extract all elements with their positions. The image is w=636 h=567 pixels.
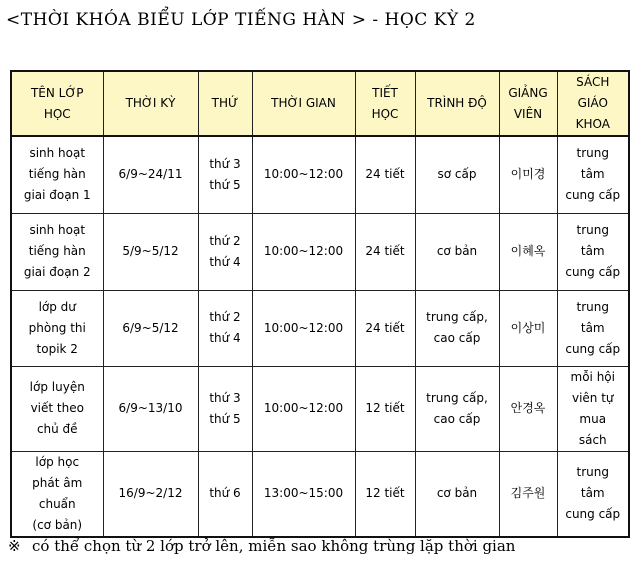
cell-class-name: lớp học phát âm chuẩn (cơ bản) — [11, 451, 103, 537]
header-level: TRÌNH ĐỘ — [415, 71, 499, 136]
cell-time: 13:00~15:00 — [252, 451, 355, 537]
cell-period: 6/9~5/12 — [103, 290, 198, 366]
cell-level: cơ bản — [415, 451, 499, 537]
cell-textbook: trung tâm cung cấp — [557, 451, 629, 537]
cell-weekday: thứ 6 — [198, 451, 252, 537]
cell-weekday: thứ 3 thứ 5 — [198, 366, 252, 451]
cell-time: 10:00~12:00 — [252, 290, 355, 366]
cell-teacher: 이미경 — [499, 136, 557, 213]
cell-weekday: thứ 2 thứ 4 — [198, 213, 252, 290]
footnote-text: có thể chọn từ 2 lớp trở lên, miễn sao không trùng lặp thời gian — [32, 537, 516, 555]
cell-lessons: 12 tiết — [355, 366, 415, 451]
cell-class-name: lớp luyện viết theo chủ đề — [11, 366, 103, 451]
cell-period: 6/9~24/11 — [103, 136, 198, 213]
header-weekday: THỨ — [198, 71, 252, 136]
cell-time: 10:00~12:00 — [252, 213, 355, 290]
table-row — [11, 213, 629, 290]
page-title: <THỜI KHÓA BIỂU LỚP TIẾNG HÀN > - HỌC KỲ 2 — [6, 10, 476, 30]
cell-period: 5/9~5/12 — [103, 213, 198, 290]
cell-teacher: 이상미 — [499, 290, 557, 366]
cell-class-name: lớp dư phòng thi topik 2 — [11, 290, 103, 366]
table-row — [11, 290, 629, 366]
cell-textbook: trung tâm cung cấp — [557, 290, 629, 366]
schedule-table — [10, 70, 630, 538]
cell-level: sơ cấp — [415, 136, 499, 213]
reference-mark-icon: ※ — [8, 537, 21, 555]
cell-period: 6/9~13/10 — [103, 366, 198, 451]
cell-weekday: thứ 3 thứ 5 — [198, 136, 252, 213]
footnote — [8, 537, 515, 555]
cell-textbook: trung tâm cung cấp — [557, 136, 629, 213]
table-row — [11, 136, 629, 213]
cell-period: 16/9~2/12 — [103, 451, 198, 537]
header-class-name: TÊN LỚP HỌC — [11, 71, 103, 136]
header-time: THỜI GIAN — [252, 71, 355, 136]
header-period: THỜI KỲ — [103, 71, 198, 136]
cell-lessons: 24 tiết — [355, 213, 415, 290]
cell-textbook: trung tâm cung cấp — [557, 213, 629, 290]
cell-teacher: 김주원 — [499, 451, 557, 537]
header-lessons: TIẾT HỌC — [355, 71, 415, 136]
cell-level: trung cấp, cao cấp — [415, 366, 499, 451]
cell-class-name: sinh hoạt tiếng hàn giai đoạn 1 — [11, 136, 103, 213]
cell-lessons: 12 tiết — [355, 451, 415, 537]
table-row — [11, 451, 629, 537]
cell-time: 10:00~12:00 — [252, 136, 355, 213]
header-textbook: SÁCH GIÁO KHOA — [557, 71, 629, 136]
cell-time: 10:00~12:00 — [252, 366, 355, 451]
cell-weekday: thứ 2 thứ 4 — [198, 290, 252, 366]
cell-level: cơ bản — [415, 213, 499, 290]
cell-lessons: 24 tiết — [355, 290, 415, 366]
table-row — [11, 366, 629, 451]
table-header-row — [11, 71, 629, 136]
cell-level: trung cấp, cao cấp — [415, 290, 499, 366]
cell-lessons: 24 tiết — [355, 136, 415, 213]
cell-teacher: 이혜옥 — [499, 213, 557, 290]
cell-class-name: sinh hoạt tiếng hàn giai đoạn 2 — [11, 213, 103, 290]
cell-teacher: 안경옥 — [499, 366, 557, 451]
header-teacher: GIẢNG VIÊN — [499, 71, 557, 136]
cell-textbook: mỗi hội viên tự mua sách — [557, 366, 629, 451]
